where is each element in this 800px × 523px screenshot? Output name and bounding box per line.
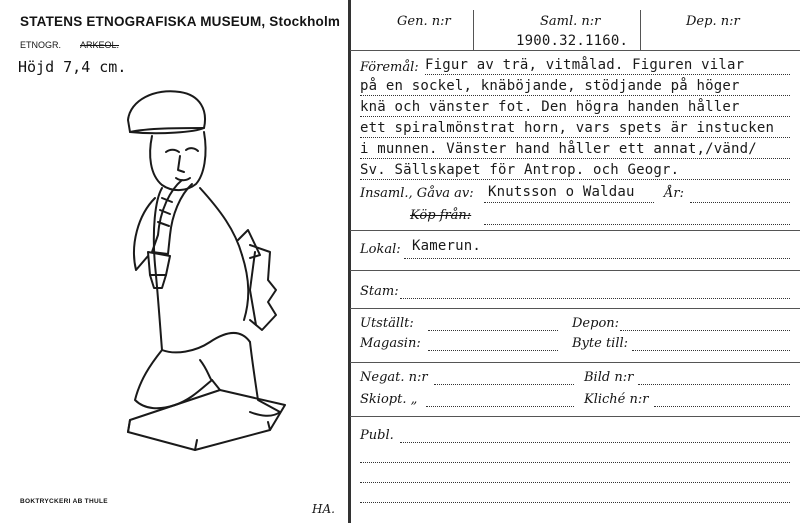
bild-rule [638, 384, 790, 385]
bild-label: Bild n:r [584, 370, 634, 385]
divider-publ-top [350, 416, 800, 417]
negat-label: Negat. n:r [360, 370, 428, 385]
saml-label: Saml. n:r [540, 14, 601, 29]
ar-rule [690, 202, 790, 203]
foremal-rule-2 [360, 95, 790, 96]
insaml-rule [484, 202, 654, 203]
lokal-value: Kamerun. [412, 238, 482, 254]
foremal-line-4: ett spiralmönstrat horn, vars spets är instucken [360, 120, 775, 136]
depon-label: Depon: [572, 316, 620, 331]
publ-rule-2 [360, 462, 790, 463]
foremal-line-2: på en sockel, knäböjande, stödjande på höger [360, 78, 740, 94]
magasin-label: Magasin: [360, 336, 421, 351]
stam-label: Stam: [360, 284, 399, 299]
kop-rule [484, 224, 790, 225]
card-border-left [348, 0, 351, 523]
divider-lokal-top [350, 230, 800, 231]
foremal-rule-1 [425, 74, 790, 75]
figure-drawing [100, 80, 340, 460]
foremal-rule-3 [360, 116, 790, 117]
dept-crossed-label: ARKEOL. [80, 40, 120, 50]
foremal-rule-6 [360, 179, 790, 180]
top-row-bottom [350, 50, 800, 51]
printer-credit: BOKTRYCKERI AB THULE [20, 498, 108, 505]
foremal-rule-4 [360, 137, 790, 138]
publ-label: Publ. [360, 428, 394, 443]
publ-rule-3 [360, 482, 790, 483]
kliche-rule [654, 406, 790, 407]
kop-label: Köp från: [410, 208, 472, 223]
utstallt-label: Utställt: [360, 316, 414, 331]
top-divider-2 [640, 10, 641, 50]
byte-label: Byte till: [572, 336, 629, 351]
publ-rule-1 [400, 442, 790, 443]
foremal-line-1: Figur av trä, vitmålad. Figuren vilar [425, 57, 745, 73]
divider-stam-top [350, 270, 800, 271]
utstallt-rule [428, 330, 558, 331]
stam-rule [400, 298, 790, 299]
negat-rule [434, 384, 574, 385]
skiopt-rule [426, 406, 574, 407]
divider-utstallt-top [350, 308, 800, 309]
foremal-rule-5 [360, 158, 790, 159]
signature: HA. [312, 502, 335, 516]
dep-label: Dep. n:r [686, 14, 740, 29]
depon-rule [620, 330, 790, 331]
gen-label: Gen. n:r [397, 14, 451, 29]
lokal-label: Lokal: [360, 242, 401, 257]
foremal-line-5: i munnen. Vänster hand håller ett annat,/vänd/ [360, 141, 757, 157]
insaml-label: Insaml., Gåva av: [360, 186, 474, 201]
kliche-label: Kliché n:r [584, 392, 649, 407]
magasin-rule [428, 350, 558, 351]
height-note: Höjd 7,4 cm. [18, 58, 127, 76]
insaml-value: Knutsson o Waldau [488, 184, 635, 200]
divider-negat-top [350, 362, 800, 363]
top-divider-1 [473, 10, 474, 50]
foremal-line-6: Sv. Sällskapet för Antrop. och Geogr. [360, 162, 680, 178]
ar-label: År: [664, 186, 684, 201]
foremal-label: Föremål: [360, 60, 419, 75]
lokal-rule-1 [404, 258, 790, 259]
museum-title: STATENS ETNOGRAFISKA MUSEUM, Stockholm [20, 14, 341, 29]
skiopt-label: Skiopt. „ [360, 392, 418, 407]
saml-value: 1900.32.1160. [516, 33, 629, 49]
foremal-line-3: knä och vänster fot. Den högra handen håller [360, 99, 740, 115]
publ-rule-4 [360, 502, 790, 503]
byte-rule [632, 350, 790, 351]
dept-label: ETNOGR. [20, 40, 62, 50]
